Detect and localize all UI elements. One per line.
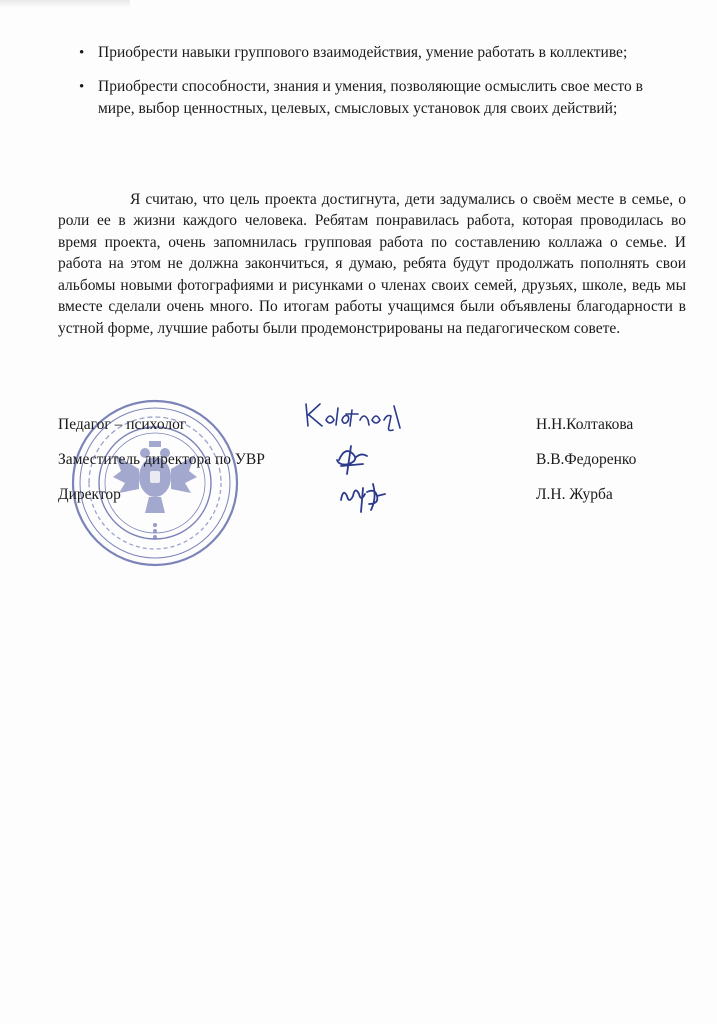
handwritten-signature-fedorenko-icon — [331, 440, 373, 478]
bullet-item-1 — [0, 42, 658, 64]
scan-artifact — [0, 0, 130, 8]
signatory-name: Н.Н.Колтакова — [536, 416, 634, 433]
conclusion-paragraph: Я считаю, что цель проекта достигнута, дети задумались о своём месте в семье, о роли ее в жизни каждого человека. Ребятам понравилась работа, которая проводилась во время проекта, очень запомнилась групповая работа по составлению коллажа о семье. И работа на этом не должна закончиться, я думаю, ребята будут продолжать пополнять свои альбомы новыми фотографиями и рисунками о членах своих семей, друзьях, школе, ведь мы вместе сделали очень много. По итогам работы учащимся были объявлены благодарности в устной форме, лучшие работы были продемонстрированы на педагогическом совете. — [58, 190, 686, 337]
signatory-role: Директор — [58, 486, 121, 503]
bullet-item-2 — [0, 76, 658, 120]
signatory-role: Педагог – психолог — [58, 416, 187, 433]
signatory-name: Л.Н. Журба — [536, 486, 613, 503]
handwritten-signature-zhurba-icon — [337, 478, 389, 518]
bullet-dot-icon: • — [79, 45, 85, 61]
bullet-list — [0, 42, 717, 132]
signatory-name: В.В.Федоренко — [536, 451, 637, 468]
bullet-dot-icon: • — [79, 79, 85, 95]
bullet-text: Приобрести способности, знания и умения, позволяющие осмыслить свое место в мире, выбор ценностных, целевых, смысловых установок для своих действий; — [98, 78, 643, 117]
bullet-text: Приобрести навыки группового взаимодействия, умение работать в коллективе; — [98, 44, 628, 61]
handwritten-signature-koltakova-icon — [300, 398, 406, 432]
signatory-role: Заместитель директора по УВР — [58, 451, 265, 468]
